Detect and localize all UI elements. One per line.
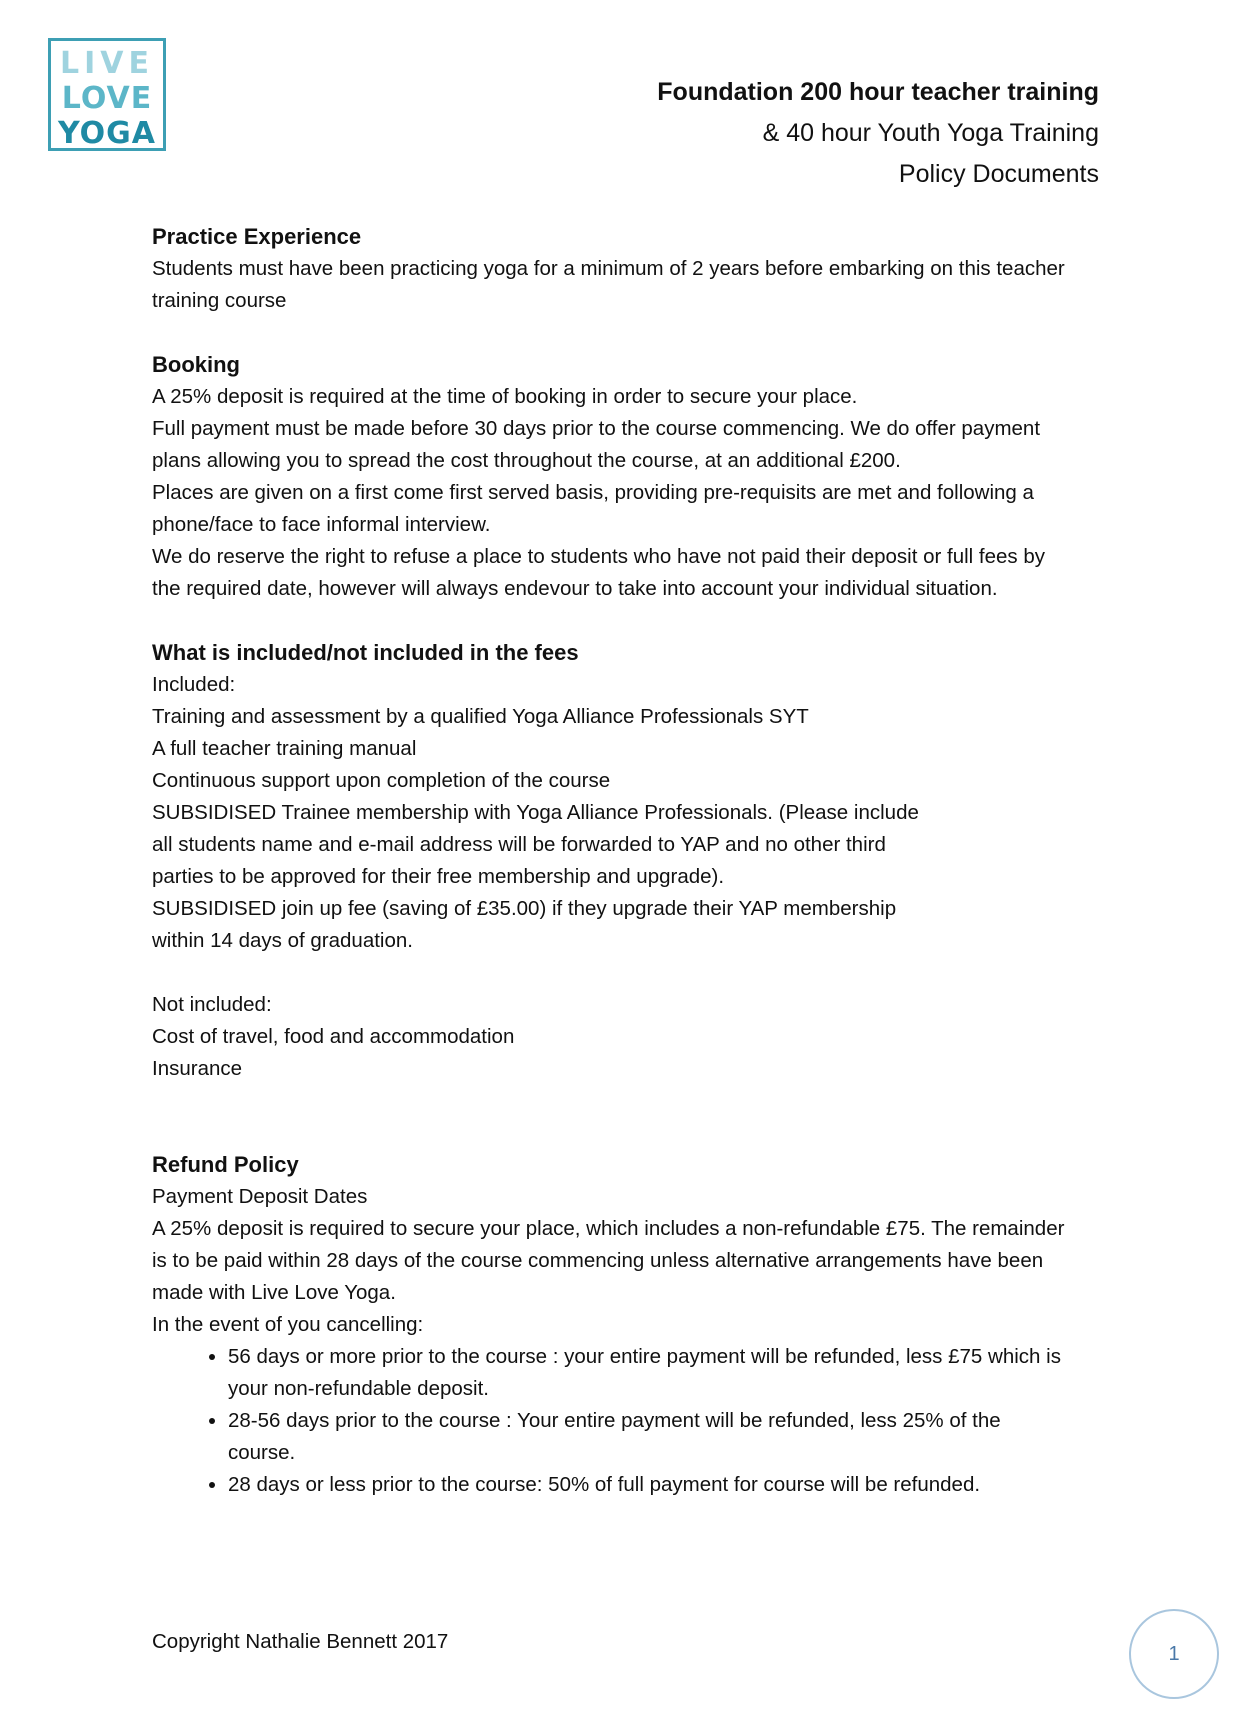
refund-bullet-list <box>152 1341 1102 1501</box>
section-refund-policy <box>152 1149 1102 1501</box>
included-label: Included: <box>152 673 236 696</box>
page-number-badge: 1 <box>1129 1609 1219 1699</box>
section-practice-experience <box>152 221 1102 317</box>
paragraph-line: plans allowing you to spread the cost throughout the course, at an additional £200. <box>152 449 901 472</box>
included-item: SUBSIDISED Trainee membership with Yoga Alliance Professionals. (Please include <box>152 801 919 824</box>
copyright-footer: Copyright Nathalie Bennett 2017 <box>152 1630 449 1653</box>
document-subtitle: & 40 hour Youth Yoga Training <box>762 119 1099 147</box>
paragraph-line: phone/face to face informal interview. <box>152 513 491 536</box>
paragraph-line: Payment Deposit Dates <box>152 1185 368 1208</box>
section-heading: What is included/not included in the fees <box>152 640 579 665</box>
not-included-item: Insurance <box>152 1057 243 1080</box>
paragraph-line: Students must have been practicing yoga for a minimum of 2 years before embarking on this teacher <box>152 257 1065 280</box>
paragraph-line: We do reserve the right to refuse a place to students who have not paid their deposit or full fees by <box>152 545 1046 568</box>
document-header <box>657 72 1099 195</box>
included-item: within 14 days of graduation. <box>152 929 413 952</box>
refund-bullet-item <box>228 1405 1102 1469</box>
live-love-yoga-logo <box>48 38 166 151</box>
not-included-item: Cost of travel, food and accommodation <box>152 1025 515 1048</box>
paragraph-line: Places are given on a first come first served basis, providing pre-requisits are met and following a <box>152 481 1034 504</box>
document-title: Foundation 200 hour teacher training <box>657 78 1099 106</box>
bullet-line: course. <box>228 1441 296 1464</box>
section-heading: Booking <box>152 352 240 377</box>
paragraph-line: is to be paid within 28 days of the course commencing unless alternative arrangements have been <box>152 1249 1044 1272</box>
section-heading: Practice Experience <box>152 224 362 249</box>
bullet-line: • 28 days or less prior to the course: 50% of full payment for course will be refunded. <box>228 1473 981 1496</box>
paragraph-line: A 25% deposit is required at the time of booking in order to secure your place. <box>152 385 858 408</box>
refund-bullet-item <box>228 1341 1102 1405</box>
paragraph-line: made with Live Love Yoga. <box>152 1281 396 1304</box>
paragraph-line: In the event of you cancelling: <box>152 1313 424 1336</box>
document-body <box>152 221 1102 1501</box>
bullet-line: • 56 days or more prior to the course : your entire payment will be refunded, less £75 which is <box>228 1345 1061 1368</box>
logo-line-yoga: YOGA <box>58 116 156 151</box>
document-type: Policy Documents <box>898 160 1099 188</box>
bullet-line: • 28-56 days prior to the course : Your entire payment will be refunded, less 25% of the <box>228 1409 1001 1432</box>
section-booking <box>152 349 1102 605</box>
included-item: Training and assessment by a qualified Yoga Alliance Professionals SYT <box>152 705 809 728</box>
paragraph-line: the required date, however will always endevour to take into account your individual situation. <box>152 577 998 600</box>
paragraph-line: A 25% deposit is required to secure your place, which includes a non-refundable £75. The remainder <box>152 1217 1065 1240</box>
included-item: Continuous support upon completion of the course <box>152 769 611 792</box>
bullet-line: your non-refundable deposit. <box>228 1377 489 1400</box>
refund-bullet-item <box>228 1469 1102 1501</box>
not-included-label: Not included: <box>152 993 272 1016</box>
included-item: A full teacher training manual <box>152 737 417 760</box>
logo-line-live: LIVE <box>60 46 154 81</box>
included-item: SUBSIDISED join up fee (saving of £35.00) if they upgrade their YAP membership <box>152 897 897 920</box>
logo-line-love: LOVE <box>61 81 153 116</box>
section-heading: Refund Policy <box>152 1152 299 1177</box>
paragraph-line: training course <box>152 289 287 312</box>
section-fees <box>152 637 1102 1085</box>
included-item: all students name and e-mail address will be forwarded to YAP and no other third <box>152 833 886 856</box>
included-item: parties to be approved for their free membership and upgrade). <box>152 865 725 888</box>
paragraph-line: Full payment must be made before 30 days prior to the course commencing. We do offer payment <box>152 417 1041 440</box>
